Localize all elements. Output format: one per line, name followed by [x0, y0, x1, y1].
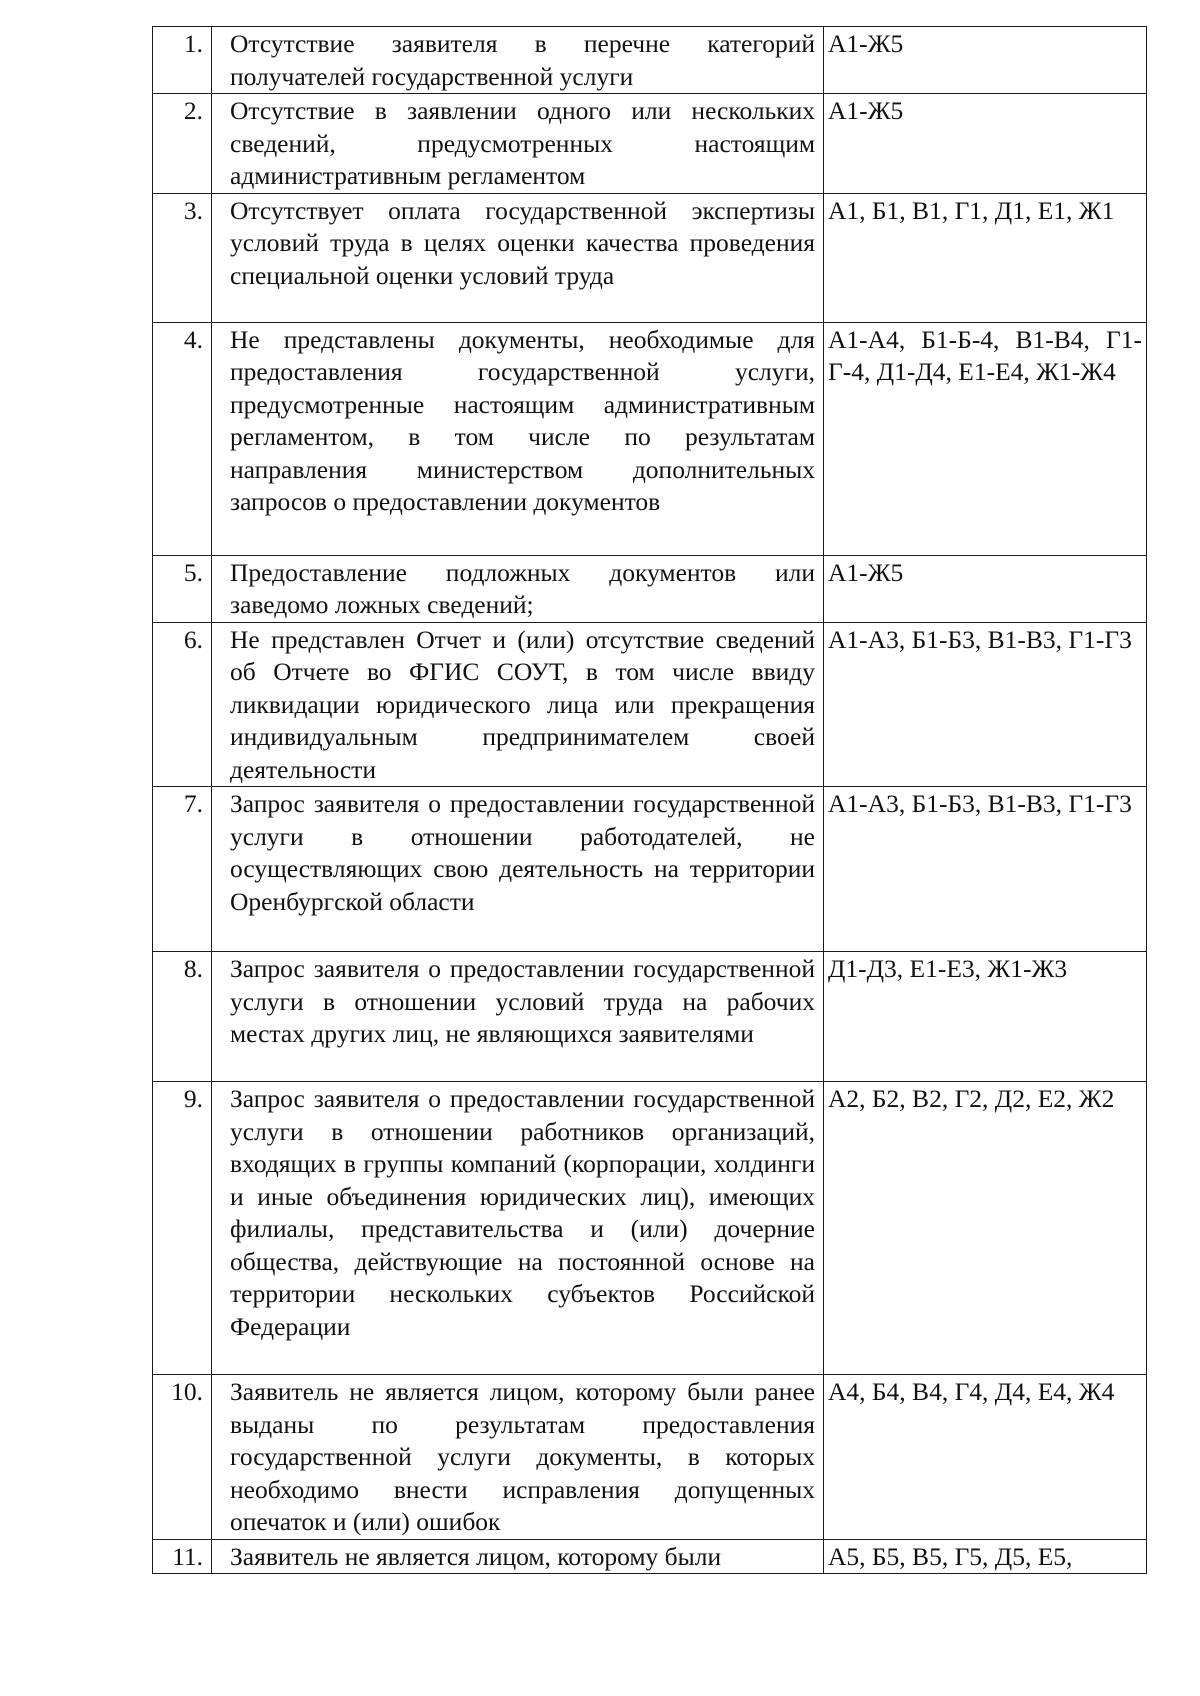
- row-description: Запрос заявителя о предоставлении государственной услуги в отношении работодателей, не осуществляющих свою деятельность на территории Оренбургской области: [212, 787, 824, 952]
- row-description: Запрос заявителя о предоставлении государственной услуги в отношении условий труда на рабочих местах других лиц, не являющихся заявителями: [212, 952, 824, 1082]
- table-row: [153, 1539, 1147, 1574]
- row-description: Отсутствие заявителя в перечне категорий получателей государственной услуги: [212, 27, 824, 94]
- row-codes: А4, Б4, В4, Г4, Д4, Е4, Ж4: [824, 1375, 1147, 1540]
- table-row: [153, 193, 1147, 322]
- table-row: [153, 952, 1147, 1082]
- table-row: [153, 1375, 1147, 1540]
- row-codes: А1-Ж5: [824, 555, 1147, 622]
- table-row: [153, 622, 1147, 787]
- row-description: Запрос заявителя о предоставлении государственной услуги в отношении работников организаций, входящих в группы компаний (корпорации, холдинги и иные объединения юридических лиц), имеющих филиалы, представительства и (или) дочерние общества, действующие на постоянной основе на территории нескольких субъектов Российской Федерации: [212, 1082, 824, 1375]
- row-description: Предоставление подложных документов или заведомо ложных сведений;: [212, 555, 824, 622]
- table-row: [153, 1082, 1147, 1375]
- table-row: [153, 787, 1147, 952]
- row-number: 8.: [153, 952, 212, 1082]
- row-description: Не представлен Отчет и (или) отсутствие сведений об Отчете во ФГИС СОУТ, в том числе ввиду ликвидации юридического лица или прекращения индивидуальным предпринимателем своей деятельности: [212, 622, 824, 787]
- row-description: Отсутствие в заявлении одного или нескольких сведений, предусмотренных настоящим административным регламентом: [212, 94, 824, 194]
- row-codes: А1-А3, Б1-Б3, В1-В3, Г1-Г3: [824, 787, 1147, 952]
- row-description: Отсутствует оплата государственной экспертизы условий труда в целях оценки качества проведения специальной оценки условий труда: [212, 193, 824, 322]
- row-codes: А1, Б1, В1, Г1, Д1, Е1, Ж1: [824, 193, 1147, 322]
- row-number: 3.: [153, 193, 212, 322]
- table-row: [153, 27, 1147, 94]
- row-codes: А1-Ж5: [824, 94, 1147, 194]
- row-number: 11.: [153, 1539, 212, 1574]
- row-codes: А1-А3, Б1-Б3, В1-В3, Г1-Г3: [824, 622, 1147, 787]
- row-number: 7.: [153, 787, 212, 952]
- row-number: 6.: [153, 622, 212, 787]
- row-number: 10.: [153, 1375, 212, 1540]
- row-codes: А5, Б5, В5, Г5, Д5, Е5,: [824, 1539, 1147, 1574]
- row-codes: А2, Б2, В2, Г2, Д2, Е2, Ж2: [824, 1082, 1147, 1375]
- row-number: 5.: [153, 555, 212, 622]
- row-description: Заявитель не является лицом, которому были: [212, 1539, 824, 1574]
- row-number: 4.: [153, 322, 212, 555]
- row-codes: А1-А4, Б1-Б-4, В1-В4, Г1-Г-4, Д1-Д4, Е1-Е4, Ж1-Ж4: [824, 322, 1147, 555]
- row-number: 9.: [153, 1082, 212, 1375]
- table-row: [153, 94, 1147, 194]
- row-codes: Д1-Д3, Е1-Е3, Ж1-Ж3: [824, 952, 1147, 1082]
- table-row: [153, 322, 1147, 555]
- grounds-table: [152, 26, 1147, 1574]
- table-row: [153, 555, 1147, 622]
- row-number: 1.: [153, 27, 212, 94]
- row-description: Не представлены документы, необходимые для предоставления государственной услуги, предусмотренные настоящим административным регламентом, в том числе по результатам направления министерством дополнительных запросов о предоставлении документов: [212, 322, 824, 555]
- row-description: Заявитель не является лицом, которому были ранее выданы по результатам предоставления государственной услуги документы, в которых необходимо внести исправления допущенных опечаток и (или) ошибок: [212, 1375, 824, 1540]
- row-number: 2.: [153, 94, 212, 194]
- row-codes: А1-Ж5: [824, 27, 1147, 94]
